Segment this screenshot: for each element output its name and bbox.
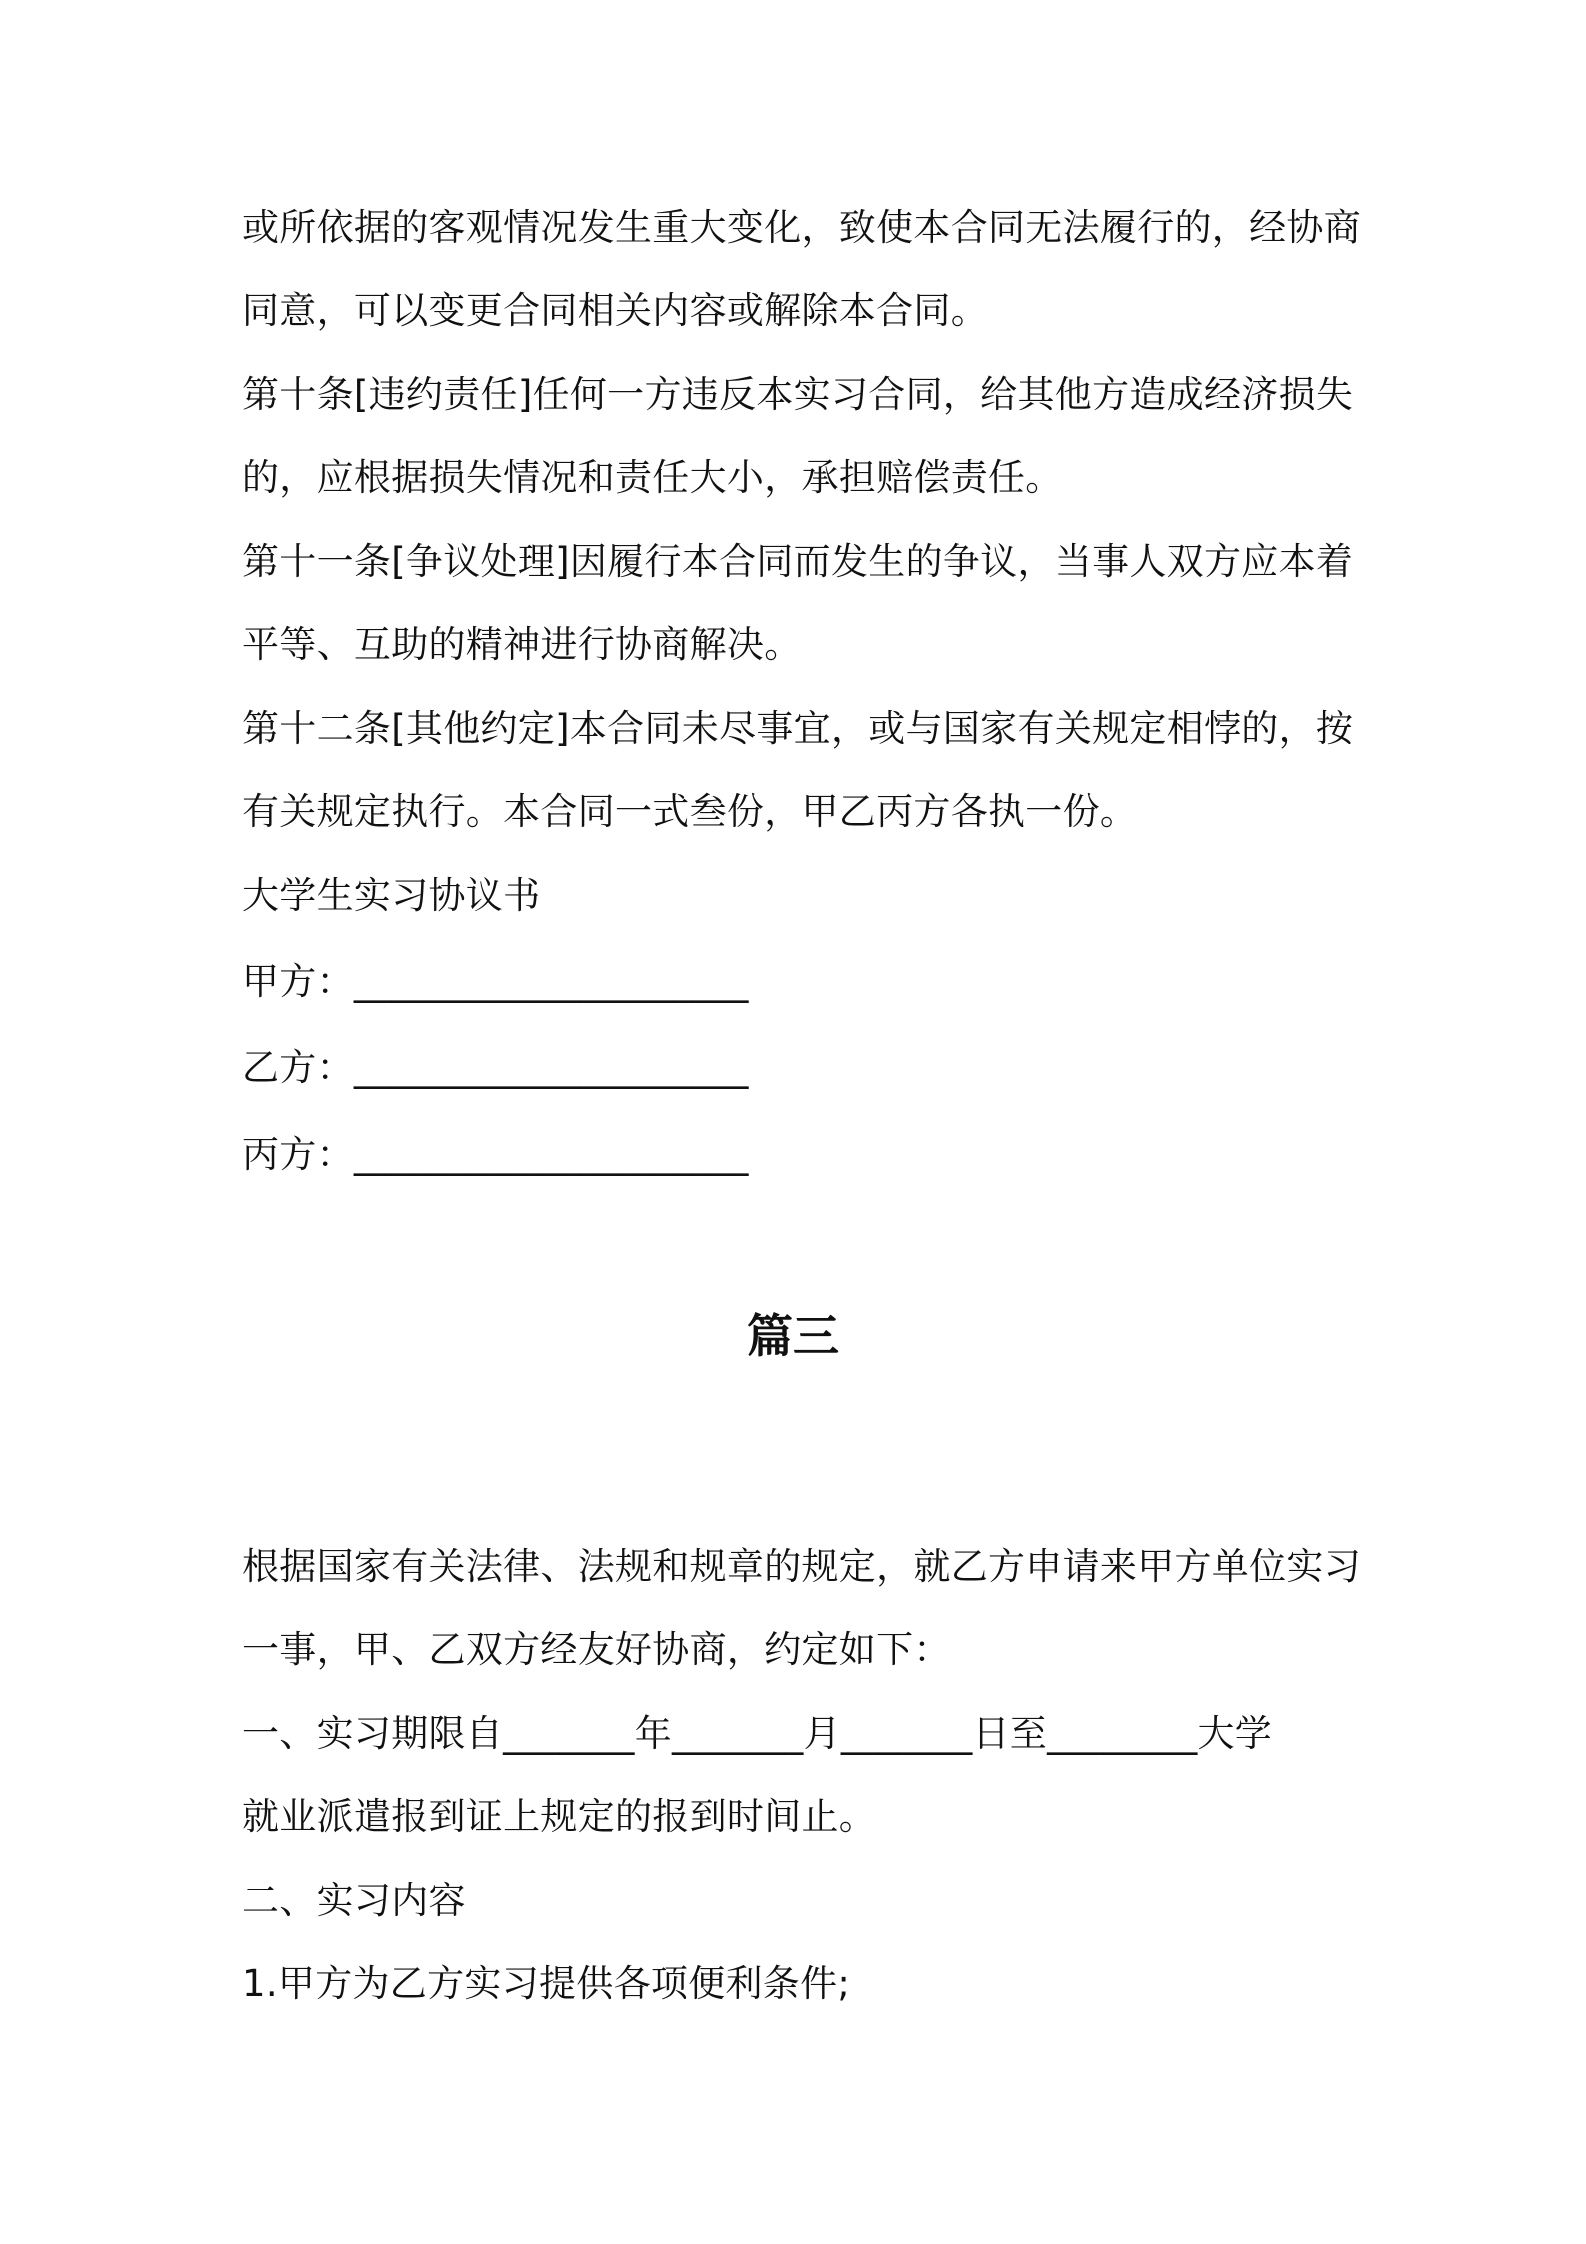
paragraph-line: 平等、互助的精神进行协商解决。 [242,623,802,666]
paragraph-line: 根据国家有关法律、法规和规章的规定，就乙方申请来甲方单位实习 [242,1545,1361,1588]
party-c-signature-line: 丙方：_____________________ [242,1133,749,1176]
party-b-signature-line: 乙方：_____________________ [242,1046,749,1089]
article-12-line: 第十二条[其他约定]本合同未尽事宜，或与国家有关规定相悖的，按 [242,707,1354,750]
paragraph-line: 有关规定执行。本合同一式叁份，甲乙丙方各执一份。 [242,790,1138,833]
article-11-line: 第十一条[争议处理]因履行本合同而发生的争议，当事人双方应本着 [242,540,1354,583]
paragraph-line: 或所依据的客观情况发生重大变化，致使本合同无法履行的，经协商 [242,206,1361,249]
article-10-line: 第十条[违约责任]任何一方违反本实习合同，给其他方造成经济损失 [242,373,1354,416]
party-a-signature-line: 甲方：_____________________ [242,960,749,1003]
list-item: 1.甲方为乙方实习提供各项便利条件; [242,1962,851,2005]
paragraph-line: 同意，可以变更合同相关内容或解除本合同。 [242,289,988,332]
agreement-heading: 大学生实习协议书 [242,874,541,917]
paragraph-line: 就业派遣报到证上规定的报到时间止。 [242,1795,877,1838]
paragraph-line: 的，应根据损失情况和责任大小，承担赔偿责任。 [242,456,1063,499]
internship-content-heading: 二、实习内容 [242,1879,466,1922]
section-title: 篇三 [747,1309,839,1363]
paragraph-line: 一事，甲、乙双方经友好协商，约定如下： [242,1628,951,1671]
internship-period-line: 一、实习期限自_______年_______月_______日至________大学 [242,1712,1273,1755]
